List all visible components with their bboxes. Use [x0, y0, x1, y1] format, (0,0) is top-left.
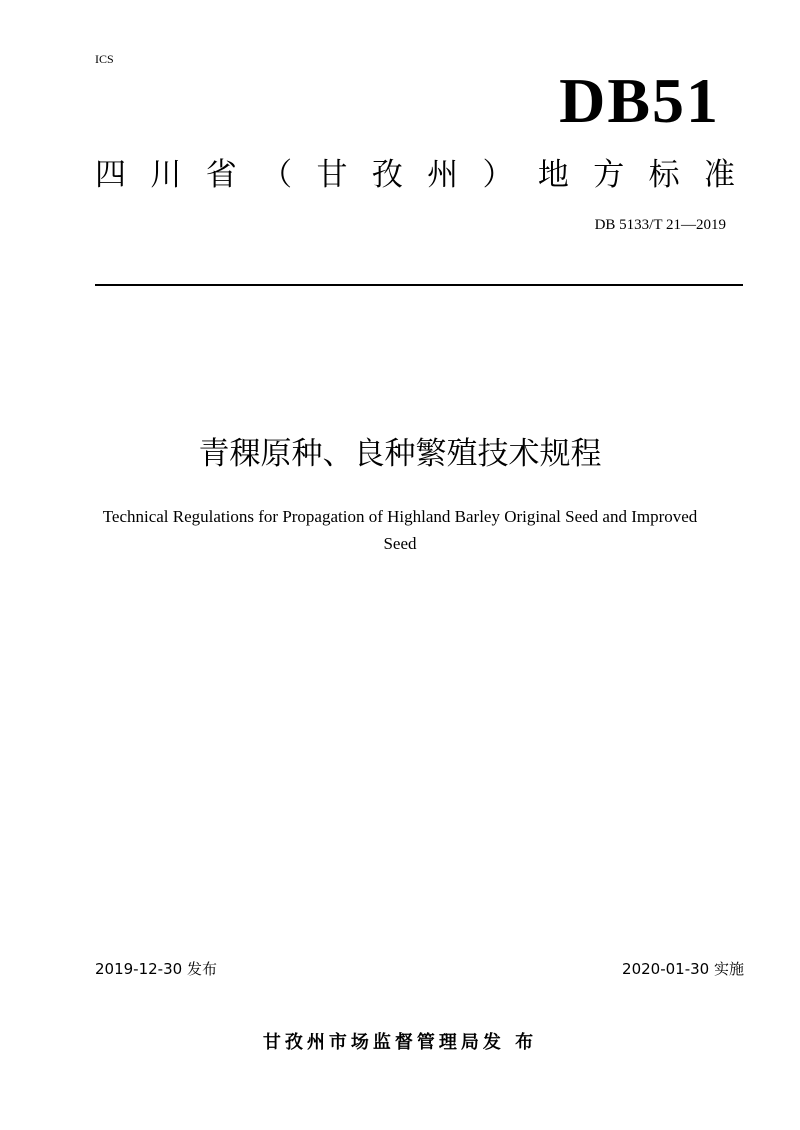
standard-type-char: 州 [427, 157, 459, 193]
publisher: 甘孜州市场监督管理局发 布 [262, 1032, 538, 1053]
document-title-en: Technical Regulations for Propagation of Highland Barley Original Seed and Improved Seed [102, 507, 698, 553]
standard-type [95, 152, 735, 198]
standard-type-char: 方 [593, 157, 625, 193]
implementation-date: 2020-01-30 实施 [622, 960, 744, 978]
standard-type-char: ） [482, 157, 514, 193]
standard-type-char: 标 [648, 157, 680, 193]
standard-type-char: 准 [703, 157, 735, 193]
standard-code: DB51 [559, 65, 720, 136]
standard-type-char: 甘 [316, 157, 348, 193]
header-divider [95, 284, 743, 286]
document-title-zh: 青稞原种、良种繁殖技术规程 [198, 436, 602, 472]
ics-label: ICS [95, 52, 114, 66]
standard-type-char: 川 [150, 157, 182, 193]
standard-type-char: 孜 [371, 157, 403, 193]
standard-type-char: 地 [537, 157, 569, 193]
standard-type-char: 省 [205, 157, 237, 193]
standard-type-char: （ [261, 157, 293, 193]
standard-type-char: 四 [95, 157, 126, 193]
standard-number: DB 5133/T 21—2019 [594, 217, 726, 233]
issue-date: 2019-12-30 发布 [95, 960, 217, 978]
